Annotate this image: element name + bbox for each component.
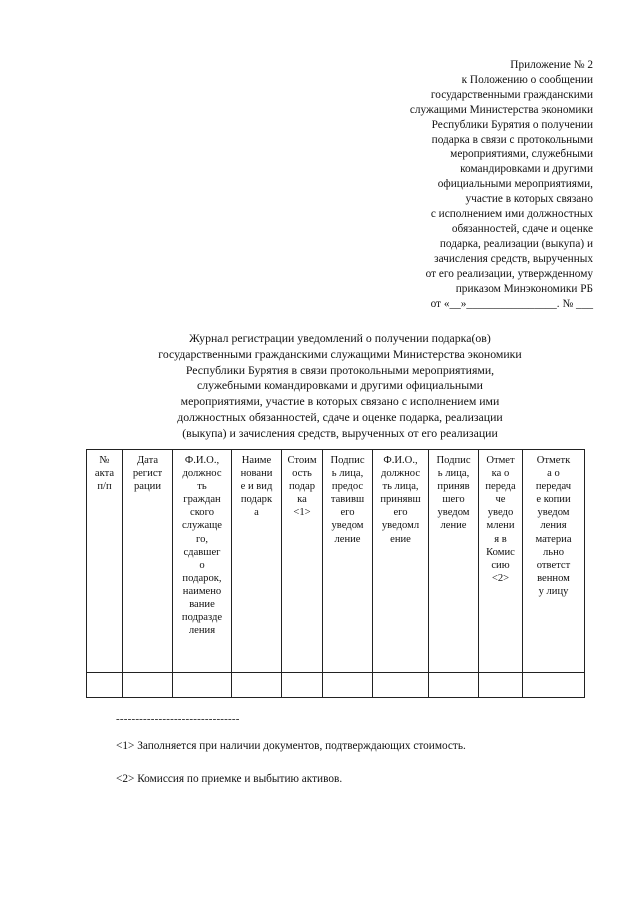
column-header-line: должнос xyxy=(380,468,421,480)
annex-line: мероприятиями, служебными xyxy=(450,148,593,161)
title-line: Республики Бурятия в связи протокольными мероприятиями, xyxy=(185,362,495,377)
table-cell[interactable] xyxy=(373,673,429,698)
column-header-line: Наиме xyxy=(241,455,272,466)
column-header-line: <1> xyxy=(293,507,311,519)
annex-line: приказом Минэкономики РБ xyxy=(455,282,593,295)
column-header-line: Дата xyxy=(136,455,159,466)
column-header-line: Отметк xyxy=(536,455,571,466)
table-cell[interactable] xyxy=(429,673,479,698)
column-header-line: я в xyxy=(494,533,507,545)
column-header-line: п/п xyxy=(97,481,112,493)
column-header-line: акта xyxy=(94,468,115,480)
annex-line: служащими Министерства экономики xyxy=(409,103,593,116)
column-header-line: уведом xyxy=(331,520,364,532)
column-header-line: шего xyxy=(442,494,465,506)
column-header-line: новани xyxy=(240,468,273,480)
column-header-line: его xyxy=(393,507,408,519)
column-header-line: Подпис xyxy=(330,455,365,466)
column-header-line: Отмет xyxy=(486,455,515,466)
column-header-line: е копии xyxy=(536,494,571,506)
title-line: мероприятиями, участие в которых связано с исполнением ими xyxy=(180,394,500,409)
column-header-line: его xyxy=(340,507,355,519)
column-header-line: передач xyxy=(535,481,572,493)
column-header-line: че xyxy=(495,494,506,506)
column-header-line: ка о xyxy=(491,468,510,480)
footnote-2: <2> Комиссия по приемке и выбытию активов. xyxy=(116,773,343,785)
column-header-submitter-signature xyxy=(323,450,373,673)
annex-line: подарка в связи с протокольными xyxy=(431,133,593,146)
annex-line: подарка, реализации (выкупа) и xyxy=(439,237,593,250)
column-header-receiver-signature xyxy=(429,450,479,673)
title-line: государственными гражданскими служащими Министерства экономики xyxy=(158,346,522,361)
annex-line: государственными гражданскими xyxy=(430,88,593,101)
annex-date-line: от «__»________________. № ___ xyxy=(430,297,593,310)
column-header-line: приняв xyxy=(437,481,470,493)
column-header-line: млени xyxy=(486,520,515,532)
column-header-line: ка xyxy=(297,494,307,506)
column-header-line: у лицу xyxy=(538,585,569,597)
column-header-line: а о xyxy=(547,468,560,480)
column-header-line: уведом xyxy=(537,507,570,519)
journal-title xyxy=(110,331,570,442)
table-cell[interactable] xyxy=(523,673,585,698)
title-line: должностных обязанностей, сдаче и оценке подарка, реализации xyxy=(177,409,503,424)
column-header-line: должнос xyxy=(182,468,222,480)
column-header-commission-transfer xyxy=(479,450,523,673)
column-header-line: подар xyxy=(288,481,316,493)
table-row xyxy=(87,673,585,698)
annex-line: участие в которых связано xyxy=(465,193,593,206)
column-header-line: ение xyxy=(390,533,411,545)
column-header-line: го, xyxy=(195,533,209,545)
table-cell[interactable] xyxy=(123,673,173,698)
annex-line: командировками и другими xyxy=(460,163,593,176)
column-header-line: Подпис xyxy=(436,455,471,466)
column-header-line: ость xyxy=(292,468,312,480)
column-header-line: граждан xyxy=(183,494,221,506)
annex-line: официальными мероприятиями, xyxy=(437,178,593,191)
column-header-registration-date xyxy=(123,450,173,673)
column-header-line: льно xyxy=(542,546,565,558)
column-header-line: служаще xyxy=(181,520,223,532)
column-header-line: ответст xyxy=(536,559,571,571)
title-line: Журнал регистрации уведомлений о получении подарка(ов) xyxy=(189,331,491,345)
column-header-line: <2> xyxy=(491,572,510,584)
column-header-line: о xyxy=(199,559,205,571)
column-header-line: Комис xyxy=(486,546,515,558)
column-header-line: № xyxy=(99,455,110,466)
column-header-line: наимено xyxy=(182,585,222,597)
column-header-line: подарок, xyxy=(182,572,222,584)
column-header-line: ления xyxy=(188,625,216,637)
column-header-line: подарк xyxy=(240,494,273,506)
column-header-line: ление xyxy=(440,520,467,532)
table-cell[interactable] xyxy=(323,673,373,698)
footnote-1: <1> Заполняется при наличии документов, подтверждающих стоимость. xyxy=(116,740,466,752)
annex-line: с исполнением ими должностных xyxy=(430,208,593,221)
column-header-line: а xyxy=(254,507,259,519)
column-header-line: сдавшег xyxy=(183,546,221,558)
column-header-line: ть лица, xyxy=(382,481,419,493)
column-header-line: Ф.И.О., xyxy=(383,455,418,466)
annex-line: зачисления средств, вырученных xyxy=(434,252,593,265)
column-header-submitter xyxy=(173,450,232,673)
table-cell[interactable] xyxy=(479,673,523,698)
column-header-line: ского xyxy=(190,507,214,519)
column-header-line: предос xyxy=(331,481,364,493)
column-header-line: ь лица, xyxy=(331,468,364,480)
annex-header xyxy=(353,58,593,311)
column-header-line: тавивш xyxy=(330,494,365,506)
annex-line: обязанностей, сдаче и оценке xyxy=(451,222,593,235)
column-header-line: ление xyxy=(334,533,361,545)
column-header-copy-transfer xyxy=(523,450,585,673)
footnote-separator: -------------------------------- xyxy=(116,713,240,725)
table-cell[interactable] xyxy=(87,673,123,698)
column-header-line: Стоим xyxy=(287,455,317,466)
column-header-line: уведо xyxy=(487,507,514,519)
column-header-line: е и вид xyxy=(240,481,273,493)
column-header-line: подразде xyxy=(181,612,223,624)
column-header-line: Ф.И.О., xyxy=(184,455,220,466)
annex-line: к Положению о сообщении xyxy=(461,73,593,86)
column-header-gift-value xyxy=(282,450,323,673)
annex-line: от его реализации, утвержденному xyxy=(425,267,593,280)
column-header-line: уведомл xyxy=(381,520,420,532)
annex-line: Республики Бурятия о получении xyxy=(431,118,593,131)
table-cell[interactable] xyxy=(232,673,282,698)
column-header-gift-name xyxy=(232,450,282,673)
column-header-line: принявш xyxy=(380,494,421,506)
table-header-row xyxy=(87,450,585,673)
column-header-line: материа xyxy=(535,533,572,545)
table-cell[interactable] xyxy=(282,673,323,698)
column-header-line: ления xyxy=(540,520,567,532)
column-header-line: вание xyxy=(189,599,215,611)
column-header-line: переда xyxy=(485,481,516,493)
column-header-line: венном xyxy=(537,572,570,584)
table-cell[interactable] xyxy=(173,673,232,698)
title-line: (выкупа) и зачисления средств, вырученных от его реализации xyxy=(182,425,498,440)
column-header-line: ь лица, xyxy=(437,468,470,480)
title-line: служебными командировками и другими официальными xyxy=(197,378,483,393)
column-header-line: рации xyxy=(133,481,161,493)
column-header-receiver xyxy=(373,450,429,673)
annex-line: Приложение № 2 xyxy=(510,59,593,71)
journal-table xyxy=(86,449,585,698)
column-header-act-number xyxy=(87,450,123,673)
column-header-line: регист xyxy=(132,468,163,480)
column-header-line: сию xyxy=(491,559,510,571)
column-header-line: ть xyxy=(197,481,207,493)
column-header-line: уведом xyxy=(437,507,470,519)
